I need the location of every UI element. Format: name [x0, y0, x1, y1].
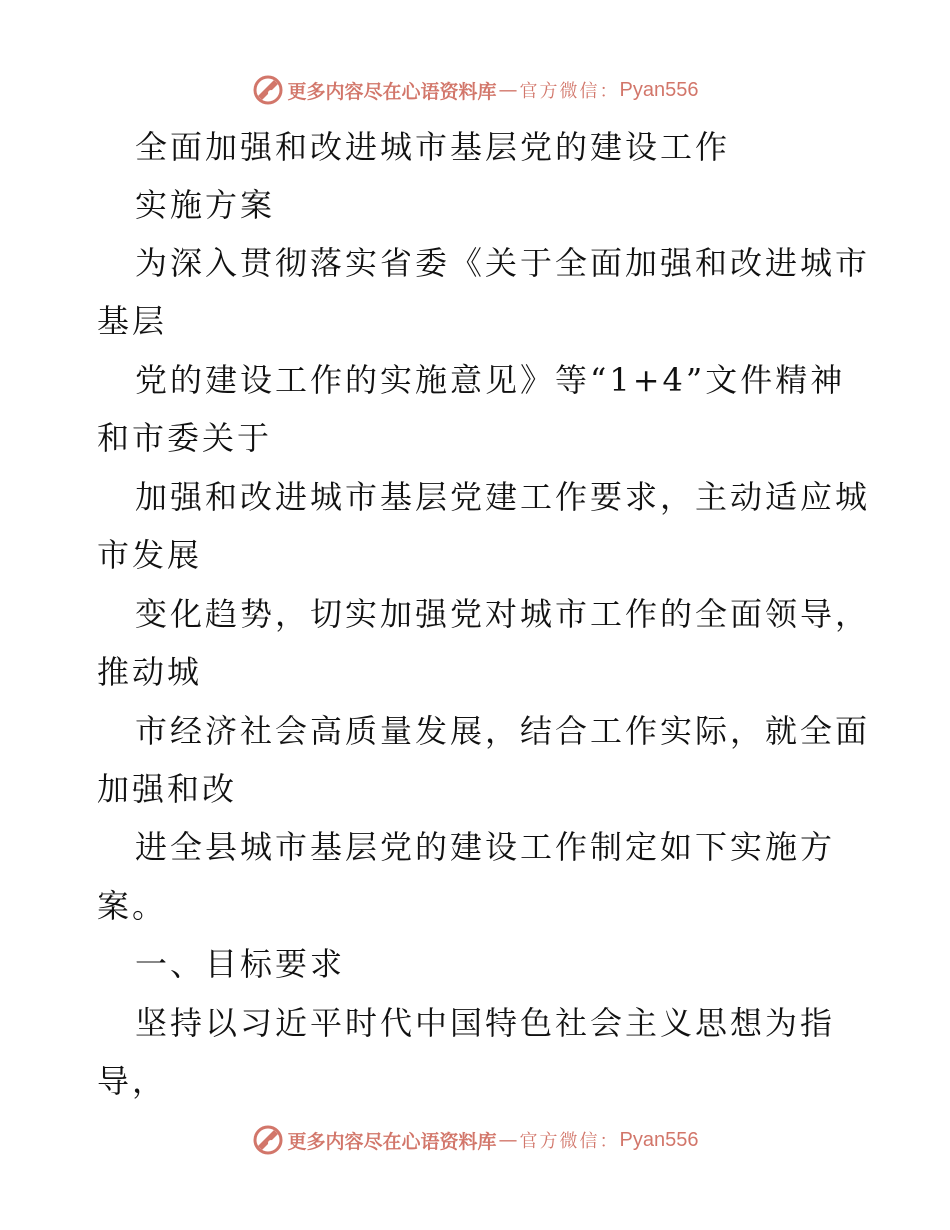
document-title-line-2: 实施方案: [135, 186, 276, 224]
watermark-account: Pyan556: [619, 78, 699, 101]
watermark-label: 官方微信：: [519, 81, 620, 102]
watermark-label: 官方微信：: [519, 1131, 620, 1152]
logo-icon: [252, 74, 284, 106]
watermark-site-text: 更多内容尽在心语资料库: [287, 80, 497, 103]
paragraph-line: 案。: [97, 887, 168, 925]
section-heading: 一、目标要求: [135, 945, 346, 983]
logo-icon: [252, 1124, 284, 1156]
paragraph-line: 市经济社会高质量发展，结合工作实际，就全面: [135, 712, 871, 750]
paragraph-line: 加强和改: [97, 770, 238, 808]
paragraph-line: 市发展: [97, 536, 203, 574]
paragraph-line: 为深入贯彻落实省委《关于全面加强和改进城市: [135, 244, 871, 282]
paragraph-line: 进全县城市基层党的建设工作制定如下实施方: [135, 828, 836, 866]
paragraph-line: 加强和改进城市基层党建工作要求，主动适应城: [135, 478, 871, 516]
watermark-site-text: 更多内容尽在心语资料库: [287, 1130, 497, 1153]
paragraph-line: 变化趋势，切实加强党对城市工作的全面领导，: [135, 595, 871, 633]
footer-watermark: [0, 1120, 950, 1160]
watermark-dash: —: [498, 1129, 518, 1151]
document-title-line-1: 全面加强和改进城市基层党的建设工作: [135, 128, 731, 166]
watermark-dash: —: [498, 79, 518, 101]
header-watermark: [0, 70, 950, 110]
paragraph-line: 推动城: [97, 653, 203, 691]
paragraph-line: 党的建设工作的实施意见》等“1+4”文件精神: [135, 361, 846, 399]
watermark-account: Pyan556: [619, 1128, 699, 1151]
paragraph-line: 基层: [97, 302, 168, 340]
paragraph-line: 坚持以习近平时代中国特色社会主义思想为指: [135, 1004, 836, 1042]
paragraph-line: 导，: [97, 1062, 168, 1100]
paragraph-line: 和市委关于: [97, 419, 273, 457]
